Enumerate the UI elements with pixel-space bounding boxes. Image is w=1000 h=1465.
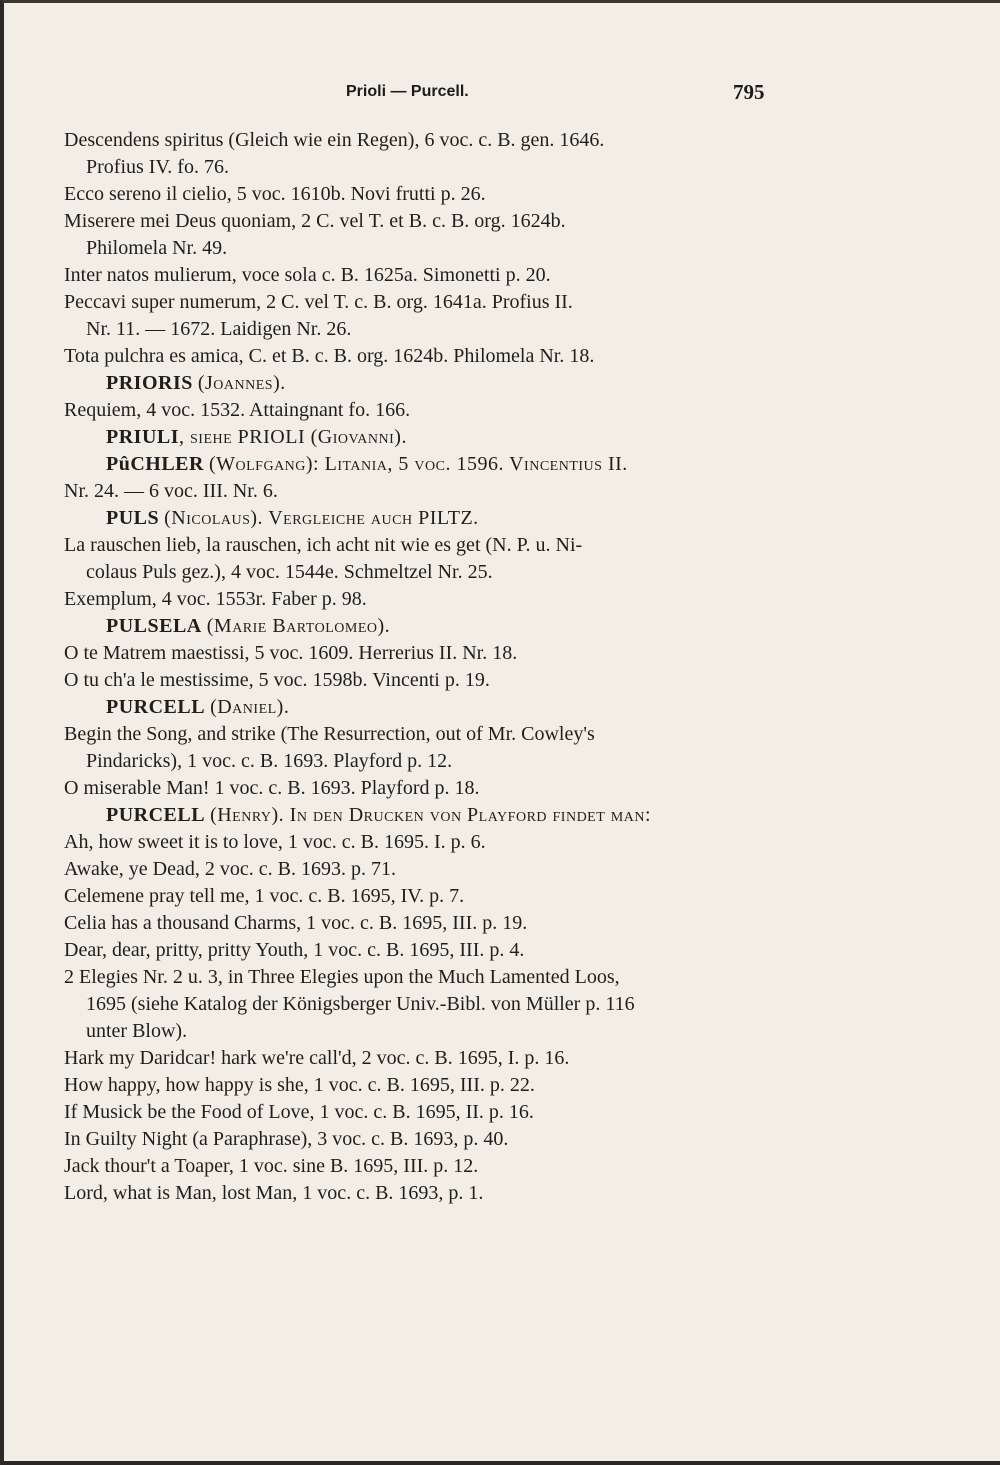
entry-line: If Musick be the Food of Love, 1 voc. c. B. 1695, II. p. 16. [64,1101,534,1123]
composer-given-name: (Marie Bartolomeo). [206,615,391,637]
entry-line: How happy, how happy is she, 1 voc. c. B. 1695, III. p. 22. [64,1074,535,1096]
composer-name: PûCHLER [106,453,204,475]
composer-name: PULS [106,507,160,529]
composer-heading [64,613,764,640]
composer-given-name: (Joannes). [197,372,286,394]
entry-continuation: colaus Puls gez.), 4 voc. 1544e. Schmeltzel Nr. 25. [86,561,493,583]
entry-continuation: unter Blow). [86,1020,188,1042]
composer-heading [64,451,764,478]
composer-name: PRIULI [106,426,180,448]
composer-given-name: (Wolfgang): Litania, 5 voc. 1596. Vincentius II. [208,453,628,475]
entry-line: Dear, dear, pritty, pritty Youth, 1 voc. c. B. 1695, III. p. 4. [64,939,525,961]
composer-heading [64,370,764,397]
composer-name: PURCELL [106,804,206,826]
entry-line: Lord, what is Man, lost Man, 1 voc. c. B. 1693, p. 1. [64,1182,484,1204]
composer-given-name: , siehe PRIOLI (Giovanni). [179,426,407,448]
composer-heading [64,694,764,721]
page-edge-rule [4,1461,1000,1465]
running-title: Prioli — Purcell. [346,83,469,100]
entry-line: Miserere mei Deus quoniam, 2 C. vel T. et B. c. B. org. 1624b. [64,210,566,232]
entry-line: Peccavi super numerum, 2 C. vel T. c. B. org. 1641a. Profius II. [64,291,573,313]
entry-line: Celia has a thousand Charms, 1 voc. c. B. 1695, III. p. 19. [64,912,528,934]
entry-continuation: Nr. 11. — 1672. Laidigen Nr. 26. [86,318,352,340]
composer-given-name: (Henry). In den Drucken von Playford findet man: [210,804,652,826]
entry-line: O miserable Man! 1 voc. c. B. 1693. Playford p. 18. [64,777,480,799]
page-number: 795 [733,80,765,104]
entry-line: Nr. 24. — 6 voc. III. Nr. 6. [64,480,278,502]
composer-heading [64,424,764,451]
composer-name: PRIORIS [106,372,193,394]
entry-line: O tu ch'a le mestissime, 5 voc. 1598b. Vincenti p. 19. [64,669,490,691]
composer-given-name: (Nicolaus). Vergleiche auch PILTZ. [164,507,479,529]
entry-line: In Guilty Night (a Paraphrase), 3 voc. c. B. 1693, p. 40. [64,1128,509,1150]
entry-line: Exemplum, 4 voc. 1553r. Faber p. 98. [64,588,367,610]
entry-line: O te Matrem maestissi, 5 voc. 1609. Herrerius II. Nr. 18. [64,642,518,664]
entry-continuation: Philomela Nr. 49. [86,237,228,259]
composer-name: PURCELL [106,696,206,718]
catalog-entries [64,127,764,1207]
entry-continuation: 1695 (siehe Katalog der Königsberger Univ.-Bibl. von Müller p. 116 [86,993,635,1015]
page-header [60,80,765,111]
entry-line: Ecco sereno il cielio, 5 voc. 1610b. Novi frutti p. 26. [64,183,486,205]
entry-continuation: Pindaricks), 1 voc. c. B. 1693. Playford p. 12. [86,750,453,772]
entry-line: Hark my Daridcar! hark we're call'd, 2 voc. c. B. 1695, I. p. 16. [64,1047,570,1069]
entry-line: Ah, how sweet it is to love, 1 voc. c. B. 1695. I. p. 6. [64,831,486,853]
entry-line: Tota pulchra es amica, C. et B. c. B. org. 1624b. Philomela Nr. 18. [64,345,595,367]
entry-continuation: Profius IV. fo. 76. [86,156,229,178]
entry-line: La rauschen lieb, la rauschen, ich acht nit wie es get (N. P. u. Ni- [64,534,583,556]
entry-line: 2 Elegies Nr. 2 u. 3, in Three Elegies upon the Much Lamented Loos, [64,966,620,988]
composer-name: PULSELA [106,615,202,637]
entry-line: Inter natos mulierum, voce sola c. B. 1625a. Simonetti p. 20. [64,264,551,286]
entry-line: Celemene pray tell me, 1 voc. c. B. 1695, IV. p. 7. [64,885,465,907]
composer-given-name: (Daniel). [210,696,290,718]
composer-heading [64,802,764,829]
entry-line: Begin the Song, and strike (The Resurrection, out of Mr. Cowley's [64,723,595,745]
composer-heading [64,505,764,532]
entry-line: Requiem, 4 voc. 1532. Attaingnant fo. 166. [64,399,411,421]
entry-line: Awake, ye Dead, 2 voc. c. B. 1693. p. 71. [64,858,396,880]
entry-line: Descendens spiritus (Gleich wie ein Regen), 6 voc. c. B. gen. 1646. [64,129,605,151]
entry-line: Jack thour't a Toaper, 1 voc. sine B. 1695, III. p. 12. [64,1155,479,1177]
